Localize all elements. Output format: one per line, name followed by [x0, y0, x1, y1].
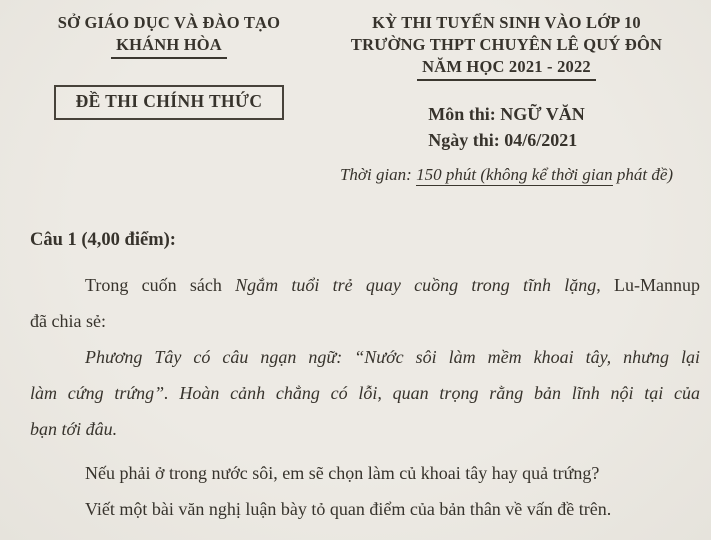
official-exam-badge-wrap [30, 59, 308, 120]
question-1-heading: Câu 1 (4,00 điểm): [30, 230, 176, 250]
issuer-name: SỞ GIÁO DỤC VÀ ĐÀO TẠO [57, 13, 281, 32]
intro-line-2: đã chia sẻ: [30, 311, 106, 331]
duration-rest: phát đề) [612, 165, 674, 184]
exam-name-line-3 [308, 56, 705, 81]
exam-content [0, 227, 711, 527]
duration-line [308, 163, 705, 187]
exam-header [0, 0, 711, 187]
prompt-line-2: Viết một bài văn nghị luận bày tỏ quan điểm của bản thân về vấn đề trên. [85, 499, 612, 519]
intro-text-post: , Lu-Mannup [596, 275, 700, 295]
duration-label: Thời gian: [339, 165, 417, 184]
issuer-province [30, 34, 308, 59]
exam-info-block [308, 12, 705, 187]
duration-value: 150 phút (không kể thời gian [416, 165, 613, 184]
subject-date-block [428, 101, 585, 153]
exam-date-line: Ngày thi: 04/6/2021 [428, 130, 578, 150]
quote-line-3: bạn tới đâu. [30, 419, 118, 439]
prompt-line-1: Nếu phải ở trong nước sôi, em sẽ chọn làm củ khoai tây hay quả trứng? [85, 463, 600, 483]
quote-line-2: làm cứng trứng”. Hoàn cảnh chẳng có lỗi, quan trọng rằng bản lĩnh nội tại của [30, 383, 700, 403]
school-year-text: NĂM HỌC 2021 - 2022 [417, 56, 596, 81]
exam-name-line-1: KỲ THI TUYỂN SINH VÀO LỚP 10 [372, 13, 641, 32]
intro-text-pre: Trong cuốn sách [85, 275, 236, 295]
issuer-province-text: KHÁNH HÒA [111, 34, 227, 59]
intro-line-1 [30, 267, 700, 303]
official-exam-badge: ĐỀ THI CHÍNH THỨC [54, 85, 285, 120]
issuer-block [30, 12, 308, 120]
subject-line: Môn thi: NGỮ VĂN [428, 104, 585, 124]
quote-line-1: Phương Tây có câu ngạn ngữ: “Nước sôi làm mềm khoai tây, nhưng lại [85, 347, 700, 367]
exam-name-line-2: TRƯỜNG THPT CHUYÊN LÊ QUÝ ĐÔN [350, 35, 663, 54]
book-title: Ngắm tuổi trẻ quay cuồng trong tĩnh lặng [235, 275, 597, 295]
